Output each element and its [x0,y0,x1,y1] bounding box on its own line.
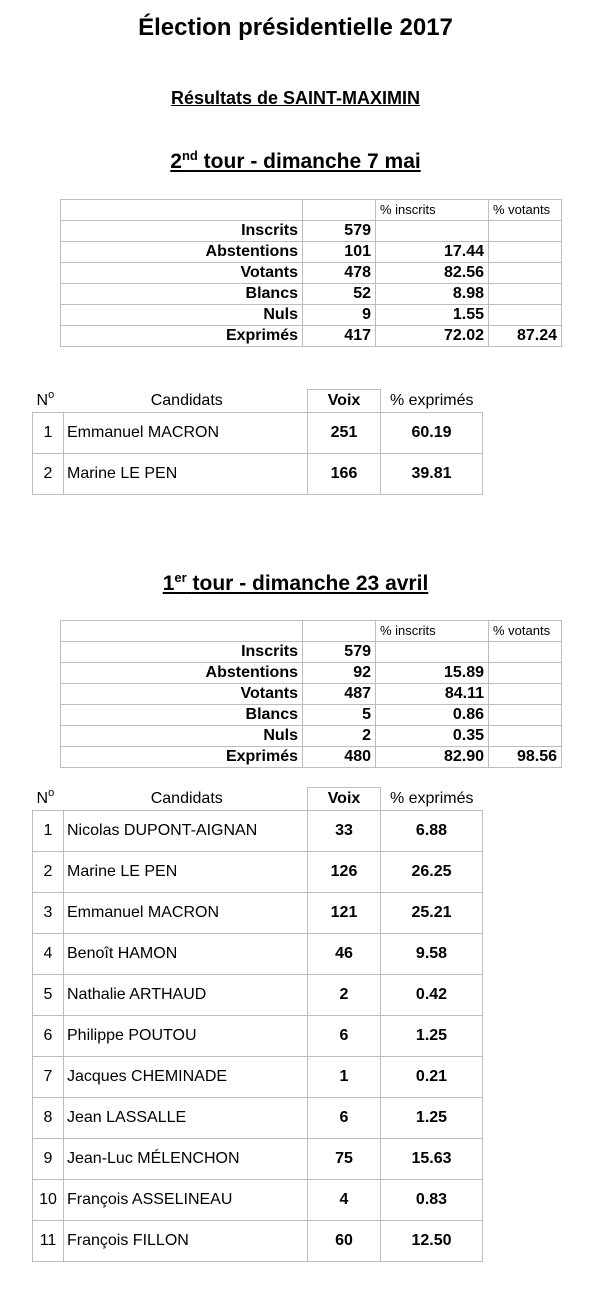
cand-no: 2 [33,454,64,495]
stats-label: Votants [61,684,303,705]
cand-no: 1 [33,811,64,852]
stats-pct-inscrits: 72.02 [376,326,489,347]
second-tour-stats-table [60,199,562,347]
stats-pct-inscrits: 1.55 [376,305,489,326]
cand-voix: 126 [308,852,381,893]
stats-value: 487 [303,684,376,705]
cand-pct: 0.83 [381,1180,483,1221]
cand-voix: 33 [308,811,381,852]
stats-pct-inscrits: 84.11 [376,684,489,705]
stats-row [61,705,562,726]
cand-name: Jacques CHEMINADE [64,1057,308,1098]
table-row [33,1139,483,1180]
cand-name: Benoît HAMON [64,934,308,975]
table-row [33,1057,483,1098]
cand-name: Emmanuel MACRON [64,893,308,934]
cand-pct: 6.88 [381,811,483,852]
stats-row [61,726,562,747]
table-row [33,975,483,1016]
stats-label: Blancs [61,284,303,305]
cand-no: 6 [33,1016,64,1057]
cand-no: 4 [33,934,64,975]
page-title: Élection présidentielle 2017 [138,14,453,41]
stats-value: 480 [303,747,376,768]
cand-voix: 4 [308,1180,381,1221]
stats-label: Blancs [61,705,303,726]
stats-value: 579 [303,642,376,663]
stats-pct-votants [489,263,562,284]
stats-value: 92 [303,663,376,684]
stats-value: 579 [303,221,376,242]
stats-header-blank [303,200,376,221]
stats-value: 52 [303,284,376,305]
cand-header-no [33,390,64,413]
cand-no: 7 [33,1057,64,1098]
stats-value: 101 [303,242,376,263]
cand-voix: 6 [308,1016,381,1057]
cand-voix: 75 [308,1139,381,1180]
stats-label: Abstentions [61,242,303,263]
cand-pct: 1.25 [381,1098,483,1139]
stats-row [61,684,562,705]
cand-no: 11 [33,1221,64,1262]
table-row [33,811,483,852]
stats-value: 9 [303,305,376,326]
table-row [33,852,483,893]
stats-label: Inscrits [61,642,303,663]
stats-pct-inscrits: 17.44 [376,242,489,263]
cand-header-no-text: N [36,789,49,807]
premier-tour-heading [0,572,591,596]
table-row [33,934,483,975]
cand-pct: 25.21 [381,893,483,934]
second-tour-heading-rest: tour - dimanche 7 mai [197,150,421,173]
cand-no: 2 [33,852,64,893]
stats-value: 478 [303,263,376,284]
cand-no: 5 [33,975,64,1016]
cand-header-no-sup: o [48,388,55,401]
cand-name: Jean-Luc MÉLENCHON [64,1139,308,1180]
table-row [33,454,483,495]
second-tour-candidates-table [32,389,483,495]
table-row [33,893,483,934]
stats-pct-votants [489,684,562,705]
cand-no: 3 [33,893,64,934]
stats-row [61,663,562,684]
stats-row [61,326,562,347]
cand-no: 1 [33,413,64,454]
table-row [33,1180,483,1221]
stats-pct-inscrits [376,642,489,663]
cand-name: Marine LE PEN [64,454,308,495]
stats-row [61,242,562,263]
stats-pct-votants [489,221,562,242]
cand-pct: 15.63 [381,1139,483,1180]
stats-label: Abstentions [61,663,303,684]
stats-pct-inscrits: 15.89 [376,663,489,684]
cand-voix: 46 [308,934,381,975]
stats-pct-inscrits [376,221,489,242]
second-tour-heading [0,150,591,174]
stats-pct-inscrits: 82.90 [376,747,489,768]
stats-label: Nuls [61,726,303,747]
stats-pct-inscrits: 8.98 [376,284,489,305]
table-row [33,1098,483,1139]
cand-voix: 166 [308,454,381,495]
page-subtitle: Résultats de SAINT-MAXIMIN [170,88,421,108]
cand-header-pct: % exprimés [381,390,483,413]
cand-pct: 1.25 [381,1016,483,1057]
cand-no: 8 [33,1098,64,1139]
stats-row [61,221,562,242]
cand-name: Nathalie ARTHAUD [64,975,308,1016]
premier-tour-heading-rest: tour - dimanche 23 avril [186,572,429,595]
stats-pct-votants [489,705,562,726]
cand-no: 9 [33,1139,64,1180]
stats-pct-votants: 98.56 [489,747,562,768]
cand-header-voix: Voix [308,788,381,811]
stats-header-blank [61,621,303,642]
cand-voix: 1 [308,1057,381,1098]
cand-voix: 121 [308,893,381,934]
stats-row [61,305,562,326]
cand-header-candidats: Candidats [64,390,308,413]
cand-pct: 0.42 [381,975,483,1016]
premier-tour-candidates-table [32,787,483,1262]
stats-label: Votants [61,263,303,284]
cand-header-candidats: Candidats [64,788,308,811]
cand-pct: 0.21 [381,1057,483,1098]
stats-label: Exprimés [61,747,303,768]
cand-voix: 251 [308,413,381,454]
cand-name: François FILLON [64,1221,308,1262]
cand-header-voix: Voix [308,390,381,413]
stats-value: 417 [303,326,376,347]
cand-voix: 6 [308,1098,381,1139]
stats-pct-inscrits: 0.35 [376,726,489,747]
cand-name: Nicolas DUPONT-AIGNAN [64,811,308,852]
cand-pct: 39.81 [381,454,483,495]
second-tour-heading-sup: nd [181,148,198,163]
cand-pct: 9.58 [381,934,483,975]
second-tour-heading-prefix: 2 [170,150,182,173]
table-row [33,1221,483,1262]
stats-row [61,747,562,768]
stats-label: Exprimés [61,326,303,347]
stats-pct-votants [489,642,562,663]
stats-pct-inscrits: 0.86 [376,705,489,726]
stats-value: 2 [303,726,376,747]
stats-pct-votants [489,726,562,747]
stats-header-pct-votants: % votants [489,200,562,221]
stats-value: 5 [303,705,376,726]
cand-header-pct: % exprimés [381,788,483,811]
stats-row [61,284,562,305]
cand-pct: 12.50 [381,1221,483,1262]
cand-voix: 2 [308,975,381,1016]
stats-pct-votants [489,284,562,305]
stats-row [61,642,562,663]
stats-row [61,263,562,284]
table-row [33,413,483,454]
stats-header-pct-votants: % votants [489,621,562,642]
cand-voix: 60 [308,1221,381,1262]
stats-header-blank [303,621,376,642]
stats-pct-votants: 87.24 [489,326,562,347]
stats-header-pct-inscrits: % inscrits [376,200,489,221]
table-row [33,1016,483,1057]
cand-name: Marine LE PEN [64,852,308,893]
cand-header-no [33,788,64,811]
cand-name: Emmanuel MACRON [64,413,308,454]
cand-no: 10 [33,1180,64,1221]
cand-name: Jean LASSALLE [64,1098,308,1139]
cand-name: Philippe POUTOU [64,1016,308,1057]
premier-tour-heading-prefix: 1 [162,572,175,595]
stats-pct-votants [489,305,562,326]
premier-tour-stats-table [60,620,562,768]
stats-label: Nuls [61,305,303,326]
stats-pct-inscrits: 82.56 [376,263,489,284]
cand-header-no-text: N [36,391,49,409]
stats-header-pct-inscrits: % inscrits [376,621,489,642]
cand-pct: 60.19 [381,413,483,454]
cand-pct: 26.25 [381,852,483,893]
cand-name: François ASSELINEAU [64,1180,308,1221]
stats-pct-votants [489,242,562,263]
stats-pct-votants [489,663,562,684]
stats-label: Inscrits [61,221,303,242]
premier-tour-heading-sup: er [174,570,187,585]
cand-header-no-sup: o [48,786,55,799]
stats-header-blank [61,200,303,221]
